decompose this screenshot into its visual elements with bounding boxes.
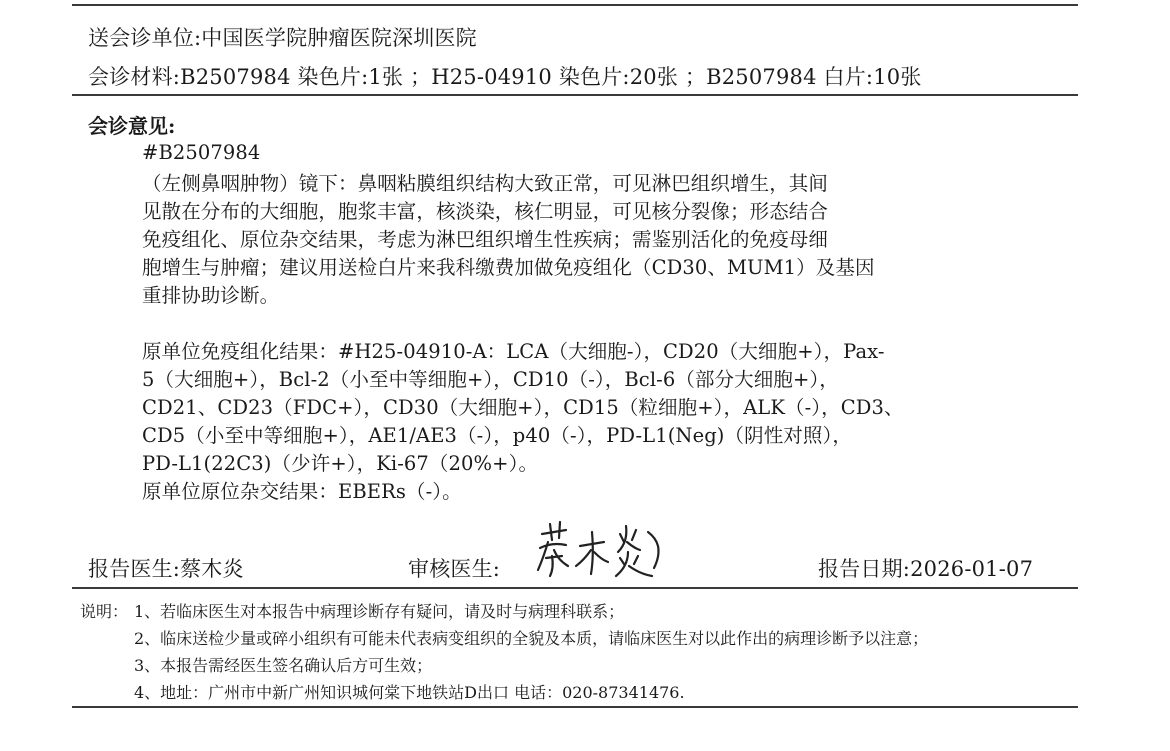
material-line bbox=[88, 61, 922, 91]
reviewer-signature bbox=[528, 512, 668, 582]
note-item: 3、本报告需经医生签名确认后方可生效； bbox=[134, 656, 433, 675]
opinion-line: 重排协助诊断。 bbox=[142, 284, 280, 307]
note-item: 1、若临床医生对本报告中病理诊断存有疑问，请及时与病理科联系； bbox=[134, 602, 625, 621]
reporter-label: 报告医生: bbox=[88, 557, 181, 581]
opinion-line: #B2507984 bbox=[142, 141, 261, 164]
report-date-value: 2026-01-07 bbox=[910, 557, 1034, 581]
sender-value: 中国医学院肿瘤医院深圳医院 bbox=[201, 26, 477, 50]
notes-prefix: 说明： bbox=[80, 602, 129, 621]
reporter-name: 蔡木炎 bbox=[180, 557, 244, 581]
report-date-field bbox=[818, 553, 1033, 583]
opinion-line: 见散在分布的大细胞，胞浆丰富，核淡染，核仁明显，可见核分裂像；形态结合 bbox=[142, 200, 829, 223]
note-item: 2、临床送检少量或碎小组织有可能未代表病变组织的全貌及本质，请临床医生对以此作出的病理诊断予以注意； bbox=[134, 629, 929, 648]
top-rule bbox=[72, 4, 1078, 6]
bottom-rule bbox=[72, 706, 1078, 708]
opinion-heading: 会诊意见: bbox=[88, 114, 176, 138]
note-item: 4、地址：广州市中新广州知识城何棠下地铁站D出口 电话：020-87341476. bbox=[134, 683, 685, 702]
ish-line: 原单位原位杂交结果：EBERs（-）。 bbox=[142, 480, 462, 503]
ihc-line: PD-L1(22C3)（少许+），Ki-67（20%+）。 bbox=[142, 452, 539, 475]
ihc-line: CD21、CD23（FDC+），CD30（大细胞+），CD15（粒细胞+），ALK（-），CD3、 bbox=[142, 396, 904, 419]
material-label: 会诊材料: bbox=[88, 65, 181, 89]
material-value: B2507984 染色片:1张 ；H25-04910 染色片:20张 ；B2507984 白片:10张 bbox=[180, 65, 922, 89]
opinion-line: （左侧鼻咽肿物）镜下：鼻咽粘膜组织结构大致正常，可见淋巴组织增生，其间 bbox=[142, 172, 829, 195]
reviewer-field bbox=[408, 553, 500, 583]
header-rule bbox=[72, 94, 1078, 96]
opinion-line: 胞增生与肿瘤；建议用送检白片来我科缴费加做免疫组化（CD30、MUM1）及基因 bbox=[142, 256, 875, 279]
signoff-rule bbox=[72, 587, 1078, 589]
ihc-line: 原单位免疫组化结果：#H25-04910-A：LCA（大细胞-），CD20（大细胞+），Pax- bbox=[142, 340, 885, 363]
sender-line bbox=[88, 22, 477, 52]
report-date-label: 报告日期: bbox=[818, 557, 911, 581]
reporter-field bbox=[88, 553, 244, 583]
sender-label: 送会诊单位: bbox=[88, 26, 202, 50]
ihc-line: 5（大细胞+），Bcl-2（小至中等细胞+），CD10（-），Bcl-6（部分大细胞+）， bbox=[142, 368, 839, 391]
ihc-line: CD5（小至中等细胞+），AE1/AE3（-），p40（-），PD-L1(Neg)（阴性对照）， bbox=[142, 424, 852, 447]
opinion-line: 免疫组化、原位杂交结果，考虑为淋巴组织增生性疾病；需鉴别活化的免疫母细 bbox=[142, 228, 829, 251]
reviewer-label: 审核医生: bbox=[408, 557, 501, 581]
